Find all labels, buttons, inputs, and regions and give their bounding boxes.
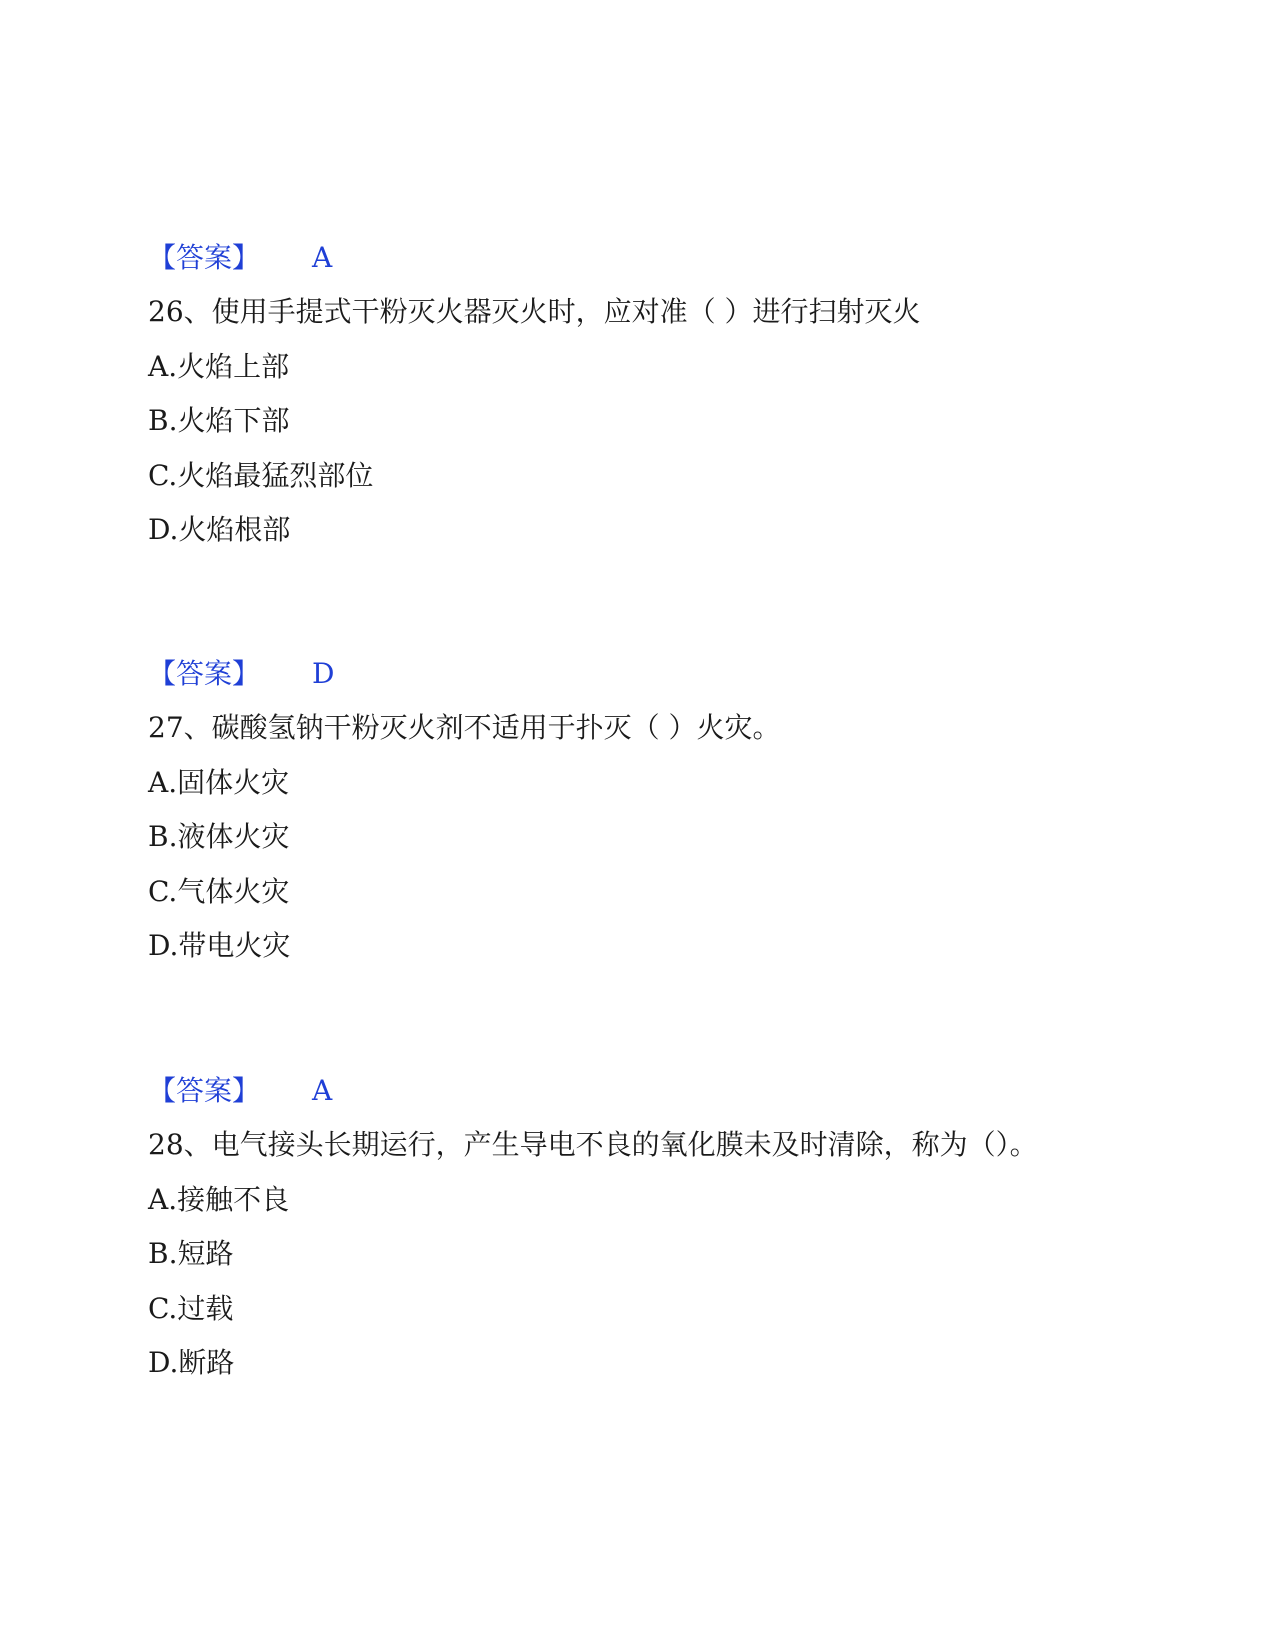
question-text: 26、使用手提式干粉灭火器灭火时，应对准（ ）进行扫射灭火 [148, 295, 921, 328]
option-b: B.短路 [148, 1237, 234, 1270]
question-text: 28、电气接头长期运行，产生导电不良的氧化膜未及时清除，称为（）。 [148, 1128, 1038, 1161]
option-d: D.断路 [148, 1346, 235, 1379]
option-a: A.固体火灾 [148, 766, 290, 799]
option-b: B.液体火灾 [148, 820, 290, 853]
answer-value: A [312, 1074, 333, 1107]
option-a: A.接触不良 [148, 1183, 290, 1216]
option-a: A.火焰上部 [148, 350, 290, 383]
answer-line [148, 1073, 332, 1109]
answer-line [148, 240, 332, 276]
answer-label: 【答案】 [148, 241, 261, 274]
option-b: B.火焰下部 [148, 404, 290, 437]
option-c: C.火焰最猛烈部位 [148, 459, 374, 492]
answer-value: D [312, 657, 335, 690]
answer-value: A [312, 241, 333, 274]
option-c: C.气体火灾 [148, 875, 290, 908]
answer-line [148, 656, 334, 692]
answer-label: 【答案】 [148, 1074, 261, 1107]
question-text: 27、碳酸氢钠干粉灭火剂不适用于扑灭（ ）火灾。 [148, 711, 781, 744]
option-c: C.过载 [148, 1292, 234, 1325]
option-d: D.火焰根部 [148, 513, 291, 546]
answer-label: 【答案】 [148, 657, 261, 690]
option-d: D.带电火灾 [148, 929, 291, 962]
